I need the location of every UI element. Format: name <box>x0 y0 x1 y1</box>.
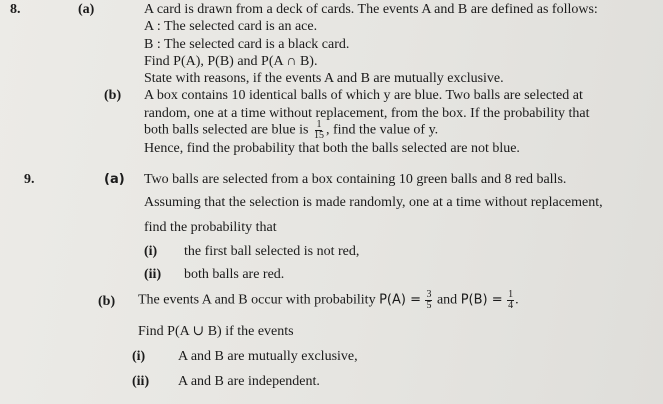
q9b-pa-num: 3 <box>426 289 432 300</box>
q9b-and: and <box>436 292 458 308</box>
q9b-ii-label: (ii) <box>132 374 150 389</box>
q9a-i-label: (i) <box>144 244 158 259</box>
q9b-i-text: A and B are mutually exclusive, <box>178 349 358 364</box>
q9a-label: (a) <box>104 172 125 187</box>
q8b-line2: random, one at a time without replacement, from the box. If the probability that <box>144 106 590 121</box>
q8b-fraction-num: 1 <box>316 119 322 130</box>
q9a-ii-text: both balls are red. <box>184 267 285 282</box>
q9b-find: Find P(A ∪ B) if the events <box>138 324 294 339</box>
q9a-ii-label: (ii) <box>144 267 162 282</box>
q9b-pa-fraction <box>425 290 432 311</box>
q9b-period: . <box>515 292 519 308</box>
question-9-number: 9. <box>24 172 35 187</box>
q8a-event-b: B : The selected card is a black card. <box>144 37 350 52</box>
q8b-line3-post: , find the value of y. <box>325 122 439 138</box>
q9b-ii-text: A and B are independent. <box>178 374 320 389</box>
q9b-label: (b) <box>98 294 116 309</box>
q8b-fraction <box>313 120 325 141</box>
q8a-label: (a) <box>78 2 95 17</box>
q8b-line3-pre: both balls selected are blue is <box>144 122 309 138</box>
q8b-line3 <box>144 120 438 141</box>
q9b-line1 <box>138 290 519 311</box>
q8b-line4: Hence, find the probability that both the balls selected are not blue. <box>144 141 520 156</box>
q9b-pb-fraction <box>507 290 514 311</box>
q8b-label: (b) <box>104 88 122 103</box>
q9b-pb-num: 1 <box>508 289 514 300</box>
q8b-fraction-den: 15 <box>313 130 324 141</box>
q9b-pb-den: 4 <box>508 300 514 311</box>
q9a-line3: find the probability that <box>144 220 277 235</box>
q8a-state: State with reasons, if the events A and B are mutually exclusive. <box>144 71 504 86</box>
q9a-i-text: the first ball selected is not red, <box>184 244 360 259</box>
q9b-pa-den: 5 <box>426 300 432 311</box>
q8b-line1: A box contains 10 identical balls of which y are blue. Two balls are selected at <box>144 88 583 103</box>
q8a-intro: A card is drawn from a deck of cards. The events A and B are defined as follows: <box>144 2 598 17</box>
question-8-number: 8. <box>10 2 21 17</box>
q9a-line1: Two balls are selected from a box containing 10 green balls and 8 red balls. <box>144 172 567 187</box>
q9b-pb: P(B) = <box>460 292 503 308</box>
q9a-line2: Assuming that the selection is made randomly, one at a time without replacement, <box>144 195 603 210</box>
q8a-event-a: A : The selected card is an ace. <box>144 19 318 34</box>
q9b-pa: P(A) = <box>379 292 421 308</box>
q8a-find: Find P(A), P(B) and P(A ∩ B). <box>144 54 318 69</box>
q9b-i-label: (i) <box>132 349 146 364</box>
q9b-line1-pre: The events A and B occur with probability <box>138 292 376 308</box>
